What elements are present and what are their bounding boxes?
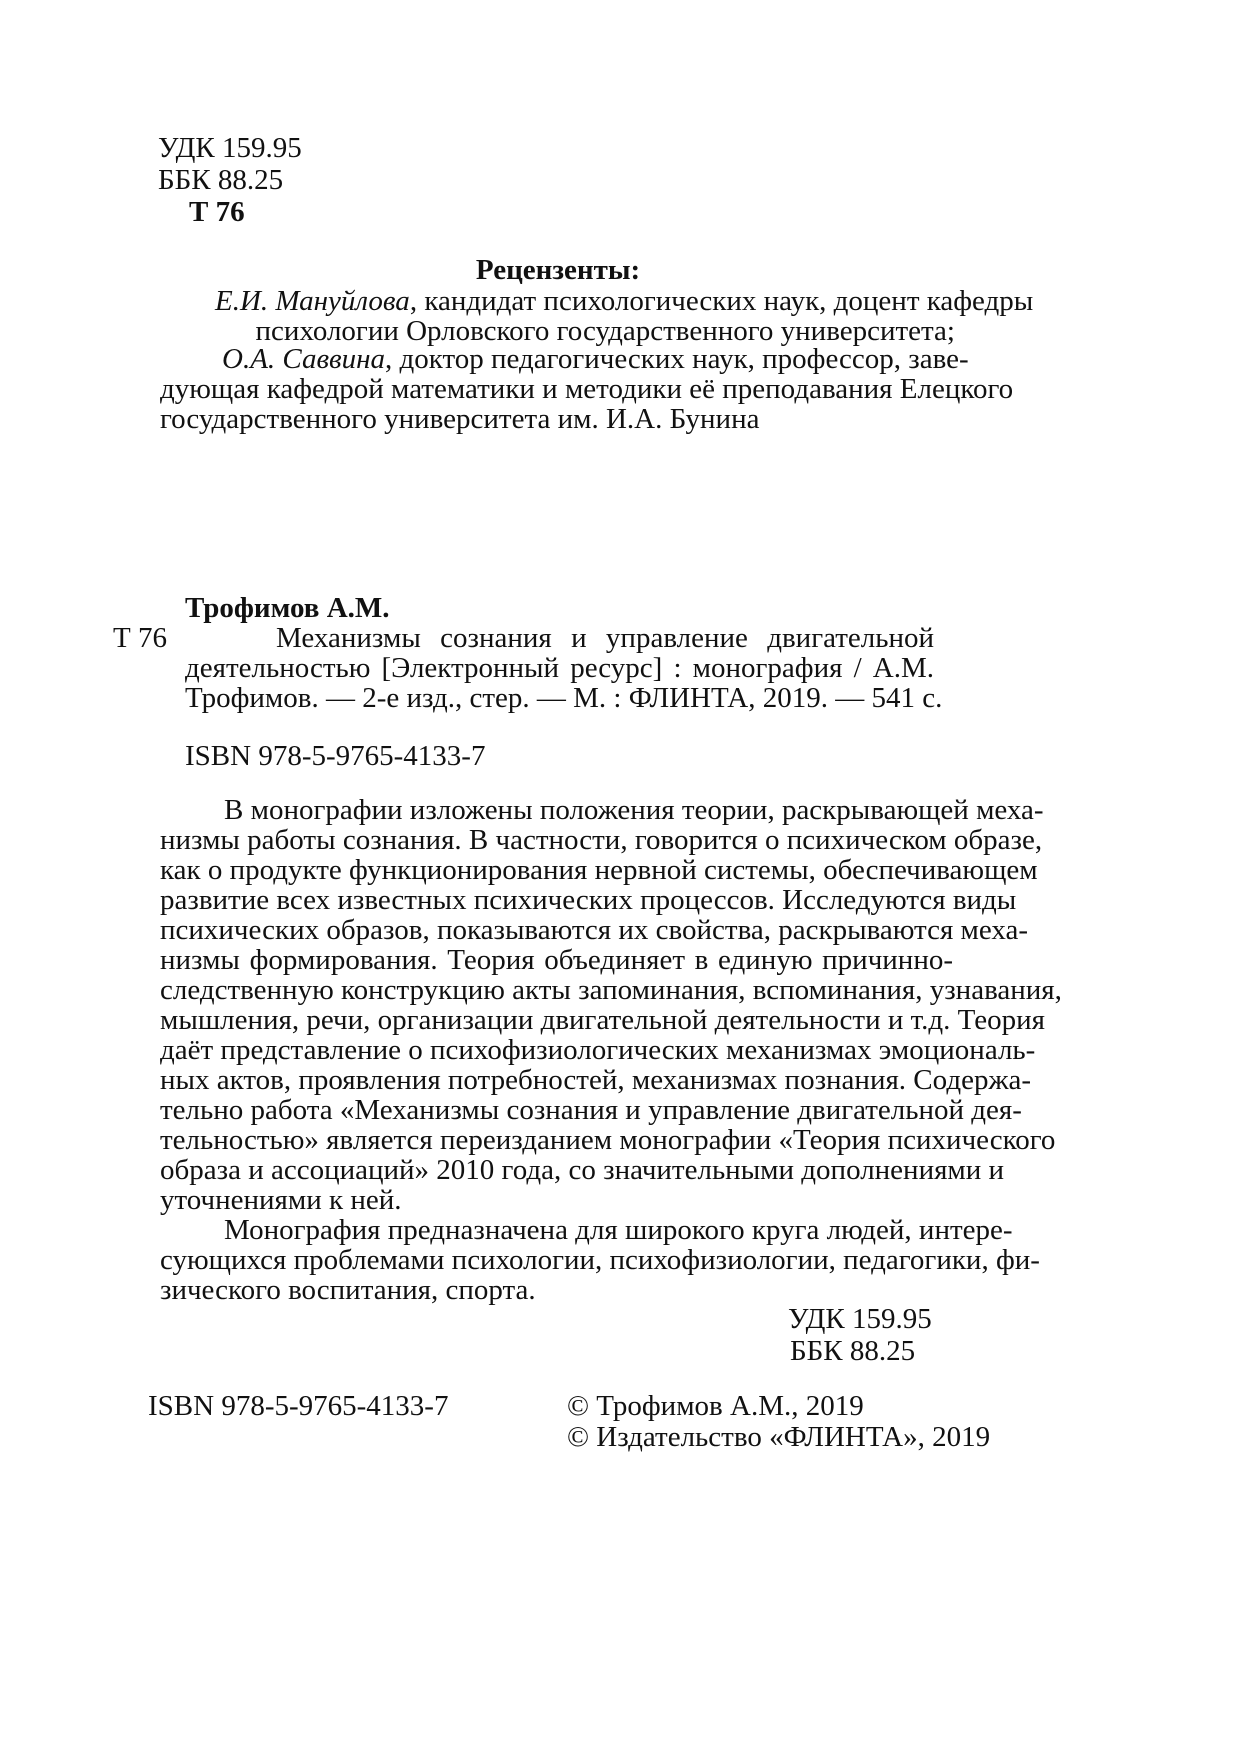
abstract-line: даёт представление о психофизиологических механизмах эмоциональ-: [160, 1034, 1036, 1066]
bottom-bbk: ББК 88.25: [790, 1335, 916, 1367]
bottom-isbn: ISBN 978-5-9765-4133-7: [148, 1390, 449, 1422]
bib-line-1: Механизмы сознания и управление двигательной: [276, 622, 934, 654]
reviewer-2-line-1: О.А. Саввина, доктор педагогических наук, профессор, заве-: [222, 343, 969, 375]
abstract-line: мышления, речи, организации двигательной деятельности и т.д. Теория: [160, 1004, 1045, 1036]
abstract-line: ных актов, проявления потребностей, механизмах познания. Содержа-: [160, 1064, 1032, 1096]
abstract-line: развитие всех известных психических процессов. Исследуются виды: [160, 884, 1017, 916]
abstract-line: тельно работа «Механизмы сознания и управление двигательной дея-: [160, 1094, 1022, 1126]
abstract-line: низмы формирования. Теория объединяет в единую причинно-: [160, 944, 953, 976]
bib-line-3: Трофимов. — 2-е изд., стер. — М. : ФЛИНТА, 2019. — 541 с.: [185, 682, 943, 714]
bib-author: Трофимов А.М.: [185, 592, 390, 624]
reviewer-2-line-2: дующая кафедрой математики и методики её преподавания Елецкого: [160, 373, 1014, 405]
copyright-publisher: © Издательство «ФЛИНТА», 2019: [567, 1421, 991, 1453]
bib-line-2: деятельностью [Электронный ресурс] : монография / А.М.: [185, 652, 934, 684]
abstract-p2-line: Монография предназначена для широкого круга людей, интере-: [224, 1214, 1013, 1246]
author-mark: Т 76: [189, 196, 245, 228]
abstract-line: низмы работы сознания. В частности, говорится о психическом образе,: [160, 824, 1043, 856]
reviewer-1-line-2: психологии Орловского государственного университета;: [255, 315, 955, 347]
reviewers-heading: Рецензенты:: [475, 254, 641, 286]
abstract-p2-line: сующихся проблемами психологии, психофизиологии, педагогики, фи-: [160, 1244, 1040, 1276]
bbk-code: ББК 88.25: [158, 164, 284, 196]
abstract-line: психических образов, показываются их свойства, раскрываются меха-: [160, 914, 1029, 946]
reviewer-2-name: О.А. Саввина: [222, 343, 386, 375]
abstract-line: как о продукте функционирования нервной системы, обеспечивающем: [160, 854, 1038, 886]
copyright-author: © Трофимов А.М., 2019: [567, 1390, 864, 1422]
abstract-line: следственную конструкцию акты запоминания, вспоминания, узнавания,: [160, 974, 1062, 1006]
udk-code: УДК 159.95: [158, 132, 302, 164]
abstract-line: уточнениями к ней.: [160, 1184, 402, 1216]
bottom-udk: УДК 159.95: [788, 1303, 932, 1335]
reviewer-2-line-3: государственного университета им. И.А. Бунина: [160, 403, 760, 435]
abstract-line: В монографии изложены положения теории, раскрывающей меха-: [224, 794, 1044, 826]
bib-mark: Т 76: [113, 622, 167, 654]
abstract-line: образа и ассоциаций» 2010 года, со значительными дополнениями и: [160, 1154, 1005, 1186]
abstract-p2-line: зического воспитания, спорта.: [160, 1274, 536, 1306]
abstract-line: тельностью» является переизданием монографии «Теория психического: [160, 1124, 1056, 1156]
reviewer-1-line-1: Е.И. Мануйлова, кандидат психологических наук, доцент кафедры: [215, 285, 1034, 317]
reviewer-1-name: Е.И. Мануйлова: [215, 285, 410, 317]
bib-isbn: ISBN 978-5-9765-4133-7: [185, 740, 486, 772]
